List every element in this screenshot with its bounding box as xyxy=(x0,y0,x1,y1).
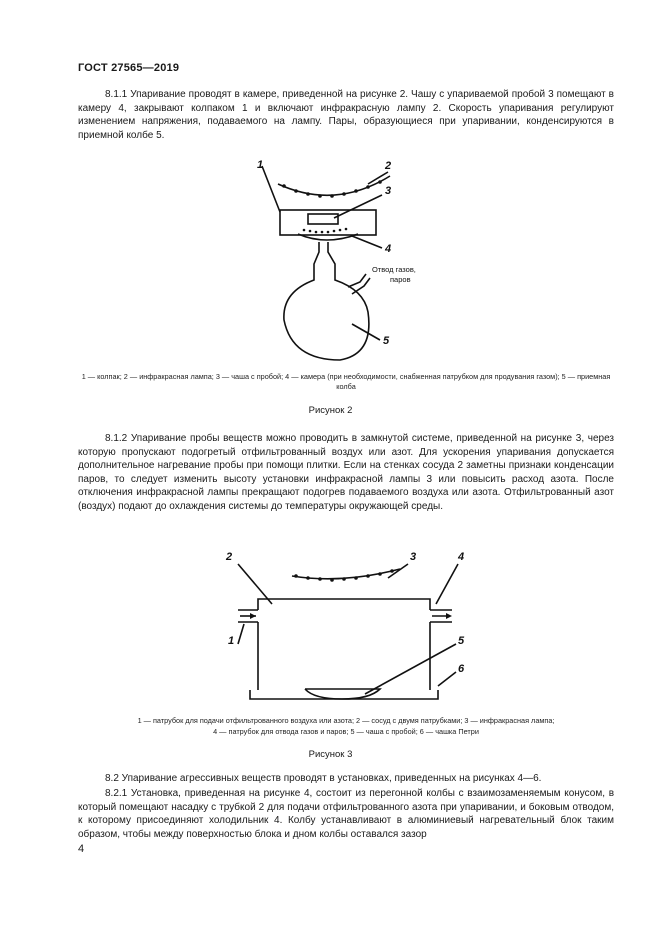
figure-3-caption-line2: 4 — патрубок для отвода газов и паров; 5 — чаша с пробой; 6 — чашка Петри xyxy=(213,727,479,736)
figure-3-label-6: 6 xyxy=(458,663,465,675)
paragraph-8-2-1-text: 8.2.1 Установка, приведенная на рисунке 4, состоит из перегонной колбы с взаимозаменяемым конусом, в который помещают насадку с трубкой 2 для подачи отфильтрованного азота при упаривании, и боковым отводом, к которому присоединяют холодильник 4. Колбу устанавливают в алюминиевый нагревательный блок таким образом, чтобы между поверхностью блока и дном колбы оставался зазор xyxy=(78,788,614,840)
figure-2-label-4: 4 xyxy=(385,243,392,255)
page-number: 4 xyxy=(78,843,85,855)
paragraph-8-2-text: 8.2 Упаривание агрессивных веществ проводят в установках, приведенных на рисунках 4—6. xyxy=(105,773,542,784)
figure-3-label-2: 2 xyxy=(226,551,233,563)
petri-dish xyxy=(250,690,438,699)
paragraph-8-1-1-text: 8.1.1 Упаривание проводят в камере, приведенной на рисунке 2. Чашу с упариваемой пробой 3 помещают в камеру 4, закрывают колпаком 1 и включают инфракрасную лампу 2. Скорость упаривания регулируют изменением напряжения, подаваемого на лампу. Пары, образующиеся при упаривании, конденсируются в приемной колбе 5. xyxy=(78,89,614,141)
closed-vessel xyxy=(258,599,430,610)
document-standard-header: ГОСТ 27565—2019 xyxy=(78,62,180,74)
sample-dish xyxy=(308,214,338,224)
figure-2-caption: 1 — колпак; 2 — инфракрасная лампа; 3 — чаша с пробой; 4 — камера (при необходимости, снабженная патрубком для продувания газом); 5 — приемная колба xyxy=(81,372,611,391)
paragraph-8-2-1 xyxy=(78,787,614,841)
figure-3-diagram xyxy=(220,544,470,714)
figure-2-title: Рисунок 2 xyxy=(308,405,353,416)
gas-outlet-label-line1: Отвод газов, xyxy=(372,265,416,274)
figure-3-caption-line1: 1 — патрубок для подачи отфильтрованного воздуха или азота; 2 — сосуд с двумя патрубками; 3 — инфракрасная лампа; xyxy=(137,716,555,725)
figure-2-label-1: 1 xyxy=(257,159,264,171)
receiving-flask xyxy=(284,242,369,360)
figure-2-label-5: 5 xyxy=(383,335,390,347)
paragraph-8-2 xyxy=(78,772,614,786)
paragraph-8-1-2 xyxy=(78,432,614,513)
figure-2-label-3: 3 xyxy=(385,185,392,197)
gas-outlet-label-line2: паров xyxy=(390,275,411,284)
figure-3-label-1: 1 xyxy=(228,635,235,647)
ir-lamp-arc xyxy=(278,176,390,195)
figure-3-label-3: 3 xyxy=(410,551,417,563)
paragraph-8-1-2-text: 8.1.2 Упаривание пробы веществ можно проводить в замкнутой системе, приведенной на рисунке 3, через которую пропускают подогретый отфильтрованный воздух или азот. Для ускорения упаривания допускается дополнительное нагревание пробы при помощи плитки. Если на стенках сосуда 2 заметны признаки конденсации паров, то следует изменить высоту установки инфракрасной лампы 3 или повысить расход азота. После отключения инфракрасной лампы прекращают подогрев подаваемого воздуха или азота. Отфильтрованный азот (воздух) подают до охлаждения системы до температуры окружающей среды. xyxy=(78,433,614,512)
figure-3-label-5: 5 xyxy=(458,635,465,647)
sample-dish xyxy=(305,689,380,699)
figure-2-label-2: 2 xyxy=(385,160,392,172)
figure-3-label-4: 4 xyxy=(458,551,465,563)
paragraph-8-1-1 xyxy=(78,88,614,142)
figure-3-title: Рисунок 3 xyxy=(308,749,353,760)
figure-2-diagram xyxy=(240,152,480,374)
